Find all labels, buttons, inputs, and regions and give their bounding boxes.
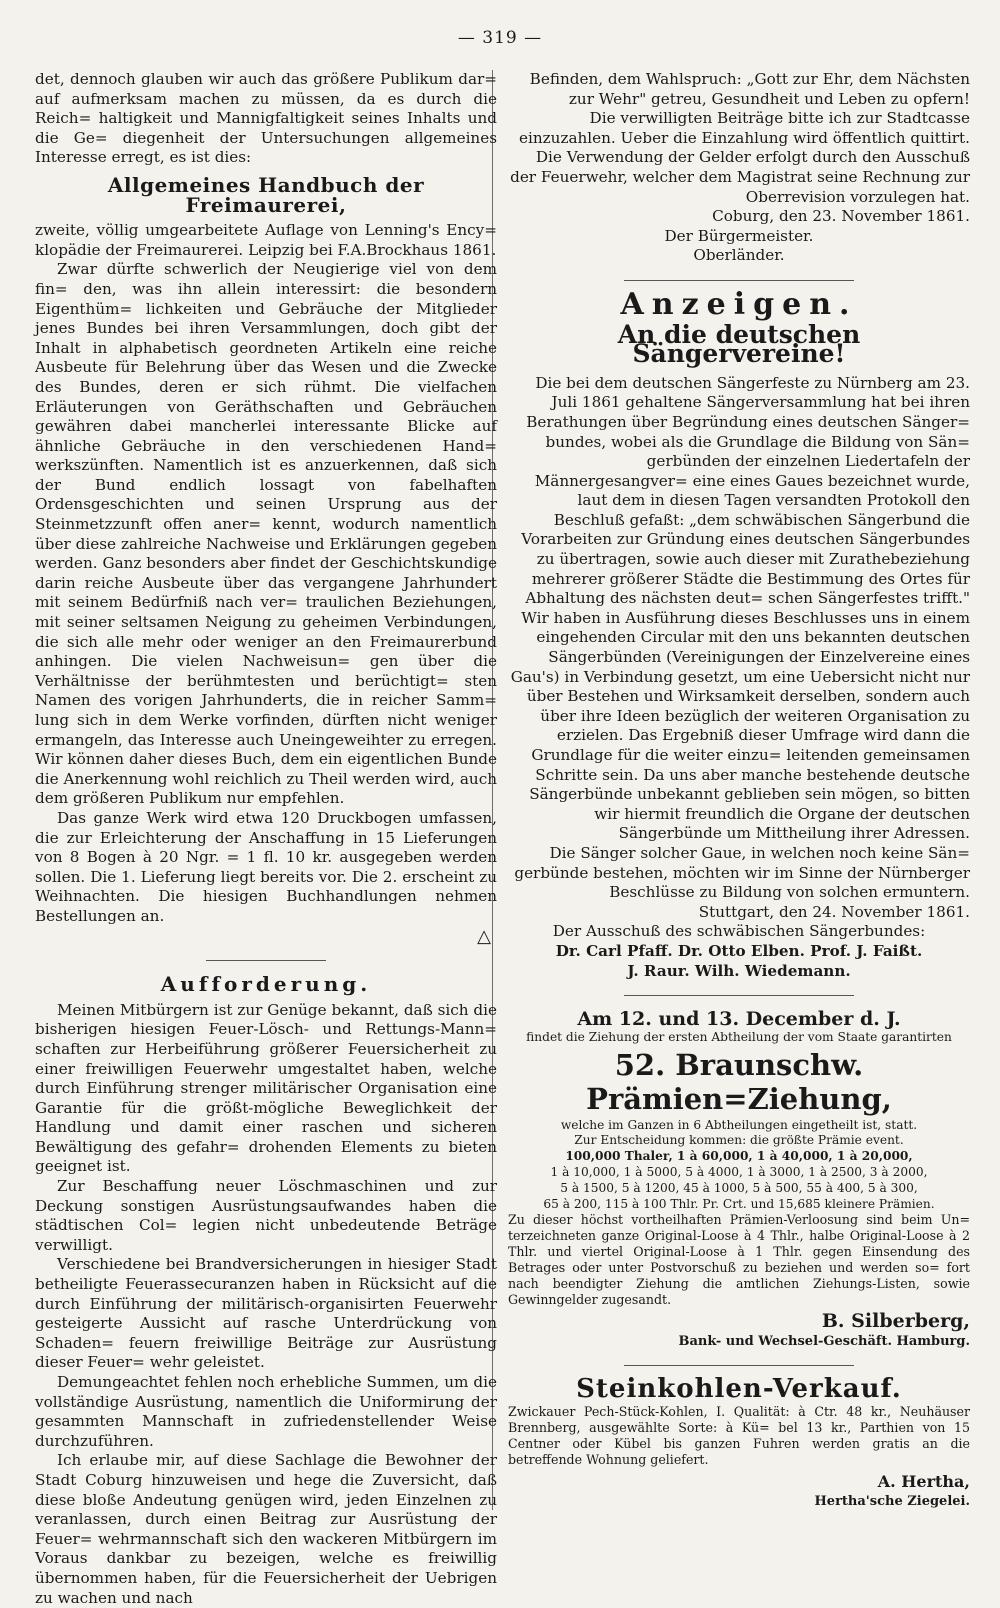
saenger-heading: An die deutschen Sängervereine! — [617, 319, 861, 369]
separator-rule — [624, 1365, 854, 1366]
lottery-title: 52. Braunschw. Prämien=Ziehung, — [586, 1047, 892, 1116]
lottery-line-1: findet die Ziehung der ersten Abtheilung der vom Staate garantirten — [526, 1029, 952, 1044]
appeal-paragraph-2: Zur Beschaffung neuer Löschmaschinen und zur Deckung sonstigen Ausrüstungsaufwandes haben die städtischen Col= legien nicht unbedeutende Beträge verwilligt. — [35, 1177, 497, 1254]
committee-names-2: J. Raur. Wilh. Wiedemann. — [627, 961, 851, 980]
book-edition: zweite, völlig umgearbeitete Auflage von Lenning's Ency= klopädie der Freimaurerei. Leipzig bei F.A.Brockhaus 1861. — [35, 221, 497, 259]
book-review-intro: det, dennoch glauben wir auch das größere Publikum dar= auf aufmerksam machen zu müssen, da es durch die Reich= haltigkeit und Mannigfaltigkeit seines Inhalts und die Ge= diegenheit der Untersuchungen allgemeines Interesse erregt, es ist dies: — [35, 70, 497, 167]
lottery-line-5: 1 à 10,000, 1 à 5000, 5 à 4000, 1 à 3000, 1 à 2500, 3 à 2000, — [550, 1164, 928, 1179]
silberberg-signature: B. Silberberg, — [821, 1310, 970, 1333]
appeal-continuation: Befinden, dem Wahlspruch: „Gott zur Ehr, dem Nächsten zur Wehr" getreu, Gesundheit und Leben zu opfern! — [529, 70, 970, 108]
hertha-signature: A. Hertha, — [877, 1472, 970, 1492]
saenger-paragraph-2: Die Sänger solcher Gaue, in welchen noch keine Sän= gerbünde bestehen, möchten wir im Sinne der Nürnberger Beschlüsse zu Bildung von solchen ermuntern. — [514, 843, 970, 902]
committee-names-1: Dr. Carl Pfaff. Dr. Otto Elben. Prof. J. Faißt. — [555, 941, 923, 960]
lottery-details: Zu dieser höchst vortheilhaften Prämien-Verloosung sind beim Un= terzeichneten ganze Original-Loose à 4 Thlr., halbe Original-Loose à 2 Thlr. und viertel Original-Loose à 1 Thlr. gegen Einsendung des Betrages oder unter Postvorschuß zu beziehen und werden so= fort nach beendigter Ziehung die amtlichen Ziehungs-Listen, sowie Gewinngelder zugesandt. — [508, 1212, 970, 1308]
steinkohlen-text: Zwickauer Pech-Stück-Kohlen, I. Qualität: à Ctr. 48 kr., Neuhäuser Brennberg, ausgewählte Sorte: à Kü= bel 13 kr., Parthien von 15 Centner oder Kübel bis ganzen Fuhren werden gratis an die betreffende Wohnung geliefert. — [508, 1404, 970, 1468]
mayor-title: Der Bürgermeister. — [664, 226, 814, 245]
hertha-business: Hertha'sche Ziegelei. — [814, 1493, 970, 1509]
silberberg-business: Bank- und Wechsel-Geschäft. Hamburg. — [678, 1333, 970, 1349]
book-title: Allgemeines Handbuch der Freimaurerei, — [107, 172, 425, 217]
lottery-line-3: Zur Entscheidung kommen: die größte Prämie event. — [574, 1133, 904, 1148]
appeal-paragraph-3: Verschiedene bei Brandversicherungen in hiesiger Stadt betheiligte Feuerassecuranzen haben in Rücksicht auf die durch Einführung der militärisch-organisirten Feuerwehr gesteigerte Aussicht auf rasche Unterdrückung von Schaden= feuern freiwillige Beiträge zur Ausrüstung dieser Feuer= wehr geleistet. — [35, 1255, 497, 1372]
committee-line: Der Ausschuß des schwäbischen Sängerbundes: — [552, 922, 926, 941]
book-review-body: Zwar dürfte schwerlich der Neugierige viel von dem fin= den, was ihn allein interessirt: die besondern Eigenthüm= lichkeiten und Gebräuche der Mitglieder jenes Bundes bei ihren Versammlungen, doch gibt der Inhalt in alphabetisch geordneten Artikeln eine reiche Ausbeute für Belehrung über das Wesen und die Zwecke des Bundes, deren er sich rühmt. Die vielfachen Erläuterungen von Geräthschaften und Gebräuchen gewähren dabei mancherlei interessante Blicke auf ähnliche Gebräuche in den verschiedenen Hand= werkszünften. Namentlich ist es anzuerkennen, daß sich der Bund endlich lossagt von fabelhaften Ordensgeschichten und seinen Ursprung aus der Steinmetzzunft offen aner= kennt, wodurch namentlich über diese zahlreiche Nachweise und Erklärungen gegeben werden. Ganz besonders aber findet der Geschichtskundige darin reiche Ausbeute über das vergangene Jahrhundert mit seinem Bedürfniß nach ver= traulichen Beziehungen, mit seiner seltsamen Neigung zu geheimen Verbindungen, die sich alle mehr oder weniger an den Freimaurerbund anhingen. Die vielen Nachweisun= gen über die Verhältnisse der berühmtesten und berüchtigt= sten Namen des vorigen Jahrhunderts, die in reicher Samm= lung sich in dem Werke vorfinden, dürften nicht weniger ermangeln, das Interesse auch Uneingeweihter zu erregen. Wir können daher dieses Buch, dem ein eigentlichen Bunde die Anerkennung wohl reichlich zu Theil werden wird, auch dem größeren Publikum nur empfehlen. — [35, 260, 497, 808]
separator-rule — [624, 995, 854, 996]
appeal-paragraph-4: Demungeachtet fehlen noch erhebliche Summen, um die vollständige Ausrüstung, namentlich die Uniformirung der gesammten Mannschaft in zufriedenstellender Weise durchzuführen. — [35, 1373, 497, 1450]
separator-rule — [624, 280, 854, 281]
anzeigen-heading: Anzeigen. — [620, 286, 858, 322]
aufforderung-heading: Aufforderung. — [160, 972, 372, 997]
lottery-date: Am 12. und 13. December d. J. — [577, 1008, 901, 1031]
left-column: det, dennoch glauben wir auch das größere Publikum dar= auf aufmerksam machen zu müssen, da es durch die Reich= haltigkeit und Mannigfaltigkeit seines Inhalts und die Ge= diegenheit der Untersuchungen allgemeines Interesse erregt, es ist dies: Allgemeines Handbuch der Freimaurerei, zweite, völlig umgearbeitete Auflage von Lenning's Ency= klopädie der Freimaurerei. Leipzig bei F.A.Brockhaus 1861. Zwar dürfte schwerlich der Neugierige viel von dem fin= den, was ihn allein interessirt: die besondern Eigenthüm= lichkeiten und Gebräuche der Mitglieder jenes Bundes bei ihren Versammlungen, doch gibt der Inhalt in alphabetisch geordneten Artikeln eine reiche Ausbeute für Belehrung über das Wesen und die Zwecke des Bundes, deren er sich rühmt. Die vielfachen Erläuterungen von Geräthschaften und Gebräuchen gewähren dabei mancherlei interessante Blicke auf ähnliche Gebräuche in den verschiedenen Hand= werkszünften. Namentlich ist es anzuerkennen, daß sich der Bund endlich lossagt von fabelhaften Ordensgeschichten und seinen Ursprung aus der Steinmetzzunft offen aner= kennt, wodurch namentlich über diese zahlreiche Nachweise und Erklärungen gegeben werden. Ganz besonders aber findet der Geschichtskundige darin reiche Ausbeute über das vergangene Jahrhundert mit seinem Bedürfniß nach ver= traulichen Beziehungen, mit seiner seltsamen Neigung zu geheimen Verbindungen, die sich alle mehr oder weniger an den Freimaurerbund anhingen. Die vielen Nachweisun= gen über die Verhältnisse der berühmtesten und berüchtigt= sten Namen des vorigen Jahrhunderts, die in reicher Samm= lung sich in dem Werke vorfinden, dürften nicht weniger ermangeln, das Interesse auch Uneingeweihter zu erregen. Wir können daher dieses Buch, dem ein eigentlichen Bunde die Anerkennung wohl reichlich zu Theil werden wird, auch dem größeren Publikum nur empfehlen. Das ganze Werk wird etwa 120 Druckbogen umfassen, die zur Erleichterung der Anschaffung in 15 Lieferungen von 8 Bogen à 20 Ngr. = 1 fl. 10 kr. ausgegeben werden sollen. Die 1. Lieferung liegt bereits vor. Die 2. erscheint zu Weihnachten. Die hiesigen Buchhandlungen nehmen Bestellungen an. △ Aufforderung. Meinen Mitbürgern ist zur Genüge bekannt, daß sich die bisherigen hiesigen Feuer-Lösch- und Rettungs-Mann= schaften zur Herbeiführung größerer Feuersicherheit zu einer freiwilligen Feuerwehr umgestaltet haben, welche durch Einführung strenger militärischer Organisation eine Garantie für die größt-mögliche Beweglichkeit der Handlung und damit einer raschen und sicheren Bewältigung des gefahr= drohenden Elements zu bieten geeignet ist. Zur Beschaffung neuer Löschmaschinen und zur Deckung sonstigen Ausrüstungsaufwandes haben die städtischen Col= legien nicht unbedeutende Beträge verwilligt. Verschiedene bei Brandversicherungen in hiesiger Stadt betheiligte Feuerassecuranzen haben in Rücksicht auf die durch Einführung der militärisch-organisirten Feuerwehr gesteigerte Aussicht auf rasche Unterdrückung von Schaden= feuern freiwillige Beiträge zur Ausrüstung dieser Feuer= wehr geleistet. Demungeachtet fehlen noch erhebliche Summen, um die vollständige Ausrüstung, namentlich die Uniformirung der gesammten Mannschaft in zufriedenstellender Weise durchzuführen. Ich erlaube mir, auf diese Sachlage die Bewohner der Stadt Coburg hinzuweisen und hege die Zuversicht, daß diese bloße Andeutung genügen wird, jeden Einzelnen zu veranlassen, durch einen Beitrag zur Ausrüstung der Feuer= wehrmannschaft sich den wackeren Mitbürgern im Voraus dankbar zu bezeigen, welche es freiwillig übernommen haben, für die Feuersicherheit der Uebrigen zu wachen und nach — [35, 70, 497, 1607]
stuttgart-date: Stuttgart, den 24. November 1861. — [698, 902, 970, 921]
mayor-name: Oberländer. — [693, 246, 785, 265]
appeal-paragraph-1: Meinen Mitbürgern ist zur Genüge bekannt, daß sich die bisherigen hiesigen Feuer-Lösch- und Rettungs-Mann= schaften zur Herbeiführung größerer Feuersicherheit zu einer freiwilligen Feuerwehr umgestaltet haben, welche durch Einführung strenger militärischer Organisation eine Garantie für die größt-mögliche Beweglichkeit der Handlung und damit einer raschen und sicheren Bewältigung des gefahr= drohenden Elements zu bieten geeignet ist. — [35, 1000, 497, 1176]
right-column — [508, 70, 970, 1511]
lottery-line-2: welche im Ganzen in 6 Abtheilungen eingetheilt ist, statt. — [560, 1117, 918, 1132]
lottery-line-6: 5 à 1500, 5 à 1200, 45 à 1000, 5 à 500, 55 à 400, 5 à 300, — [560, 1180, 918, 1195]
separator-rule — [206, 960, 326, 961]
appeal-payment: Die verwilligten Beiträge bitte ich zur Stadtcasse einzuzahlen. Ueber die Einzahlung wird öffentlich quittirt. Die Verwendung der Gelder erfolgt durch den Ausschuß der Feuerwehr, welcher dem Magistrat seine Rechnung zur Oberrevision vorzulegen hat. — [510, 109, 970, 206]
page-number: — 319 — — [457, 28, 543, 48]
steinkohlen-heading: Steinkohlen-Verkauf. — [576, 1374, 902, 1405]
coburg-date: Coburg, den 23. November 1861. — [712, 207, 970, 226]
saenger-paragraph-1: Die bei dem deutschen Sängerfeste zu Nürnberg am 23. Juli 1861 gehaltene Sängerversammlung hat bei ihren Berathungen über Begründung eines deutschen Sänger= bundes, wobei als die Grundlage die Bildung von Sän= gerbünden der einzelnen Liedertafeln der Männergesangver= eine eines Gaues bezeichnet wurde, laut dem in diesen Tagen versandten Protokoll den Beschluß gefaßt: „dem schwäbischen Sängerbund die Vorarbeiten zur Gründung eines deutschen Sängerbundes zu übertragen, sowie auch dieser mit Zurathebeziehung mehrerer größerer Städte die Bestimmung des Ortes für Abhaltung des nächsten deut= schen Sängerfestes trifft." Wir haben in Ausführung dieses Beschlusses uns in einem eingehenden Circular mit den uns bekannten deutschen Sängerbünden (Vereinigungen der Einzelvereine eines Gau's) in Verbindung gesetzt, um eine Uebersicht nicht nur über Bestehen und Wirksamkeit derselben, sondern auch über ihre Ideen bezüglich der weiteren Organisation zu erzielen. Das Ergebniß dieser Umfrage wird dann die Grundlage für die weiter einzu= leitenden gemeinsamen Schritte sein. Da uns aber manche bestehende deutsche Sängerbünde unbekannt geblieben sein mögen, so bitten wir hiermit freundlich die Organe der deutschen Sängerbünde um Mittheilung ihrer Adressen. — [510, 373, 970, 843]
lottery-line-4: 100,000 Thaler, 1 à 60,000, 1 à 40,000, 1 à 20,000, — [565, 1149, 913, 1164]
lottery-line-7: 65 à 200, 115 à 100 Thlr. Pr. Crt. und 15,685 kleinere Prämien. — [543, 1196, 935, 1211]
appeal-paragraph-5: Ich erlaube mir, auf diese Sachlage die Bewohner der Stadt Coburg hinzuweisen und hege die Zuversicht, daß diese bloße Andeutung genügen wird, jeden Einzelnen zu veranlassen, durch einen Beitrag zur Ausrüstung der Feuer= wehrmannschaft sich den wackeren Mitbürgern im Voraus dankbar zu bezeigen, welche es freiwillig übernommen haben, für die Feuersicherheit der Uebrigen zu wachen und nach — [35, 1451, 497, 1607]
book-order-info: Das ganze Werk wird etwa 120 Druckbogen umfassen, die zur Erleichterung der Anschaffung in 15 Lieferungen von 8 Bogen à 20 Ngr. = 1 fl. 10 kr. ausgegeben werden sollen. Die 1. Lieferung liegt bereits vor. Die 2. erscheint zu Weihnachten. Die hiesigen Buchhandlungen nehmen Bestellungen an. — [35, 808, 497, 925]
